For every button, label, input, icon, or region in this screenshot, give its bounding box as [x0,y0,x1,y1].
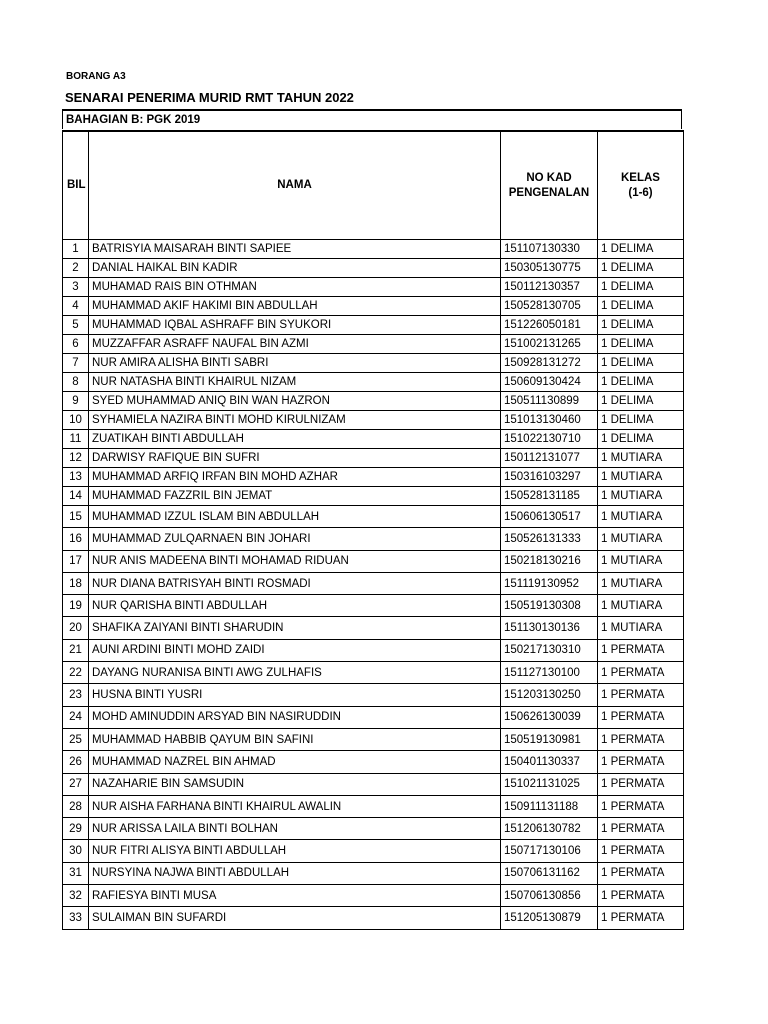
row-nama: MUHAMMAD IQBAL ASHRAFF BIN SYUKORI [89,316,501,335]
row-nama: MUHAMMAD ARFIQ IRFAN BIN MOHD AZHAR [89,468,501,487]
row-nama: MUHAMMAD IZZUL ISLAM BIN ABDULLAH [89,506,501,528]
row-kelas: 1 MUTIARA [598,550,684,572]
table-row [63,907,684,929]
row-ic-number: 150218130216 [501,550,598,572]
row-ic-number: 151022130710 [501,430,598,449]
row-bil: 17 [63,550,89,572]
row-bil: 31 [63,862,89,884]
row-ic-number: 151107130330 [501,240,598,259]
row-kelas: 1 MUTIARA [598,528,684,550]
header-bil: BIL [63,131,89,240]
row-bil: 9 [63,392,89,411]
table-row [63,773,684,795]
table-row [63,818,684,840]
row-nama: HUSNA BINTI YUSRI [89,684,501,706]
table-row [63,885,684,907]
table-row [63,572,684,594]
row-bil: 19 [63,595,89,617]
page-title: SENARAI PENERIMA MURID RMT TAHUN 2022 [65,90,354,105]
row-kelas: 1 PERMATA [598,706,684,728]
row-nama: SYHAMIELA NAZIRA BINTI MOHD KIRULNIZAM [89,411,501,430]
table-row [63,617,684,639]
row-nama: SHAFIKA ZAIYANI BINTI SHARUDIN [89,617,501,639]
row-kelas: 1 DELIMA [598,354,684,373]
row-kelas: 1 PERMATA [598,639,684,661]
row-ic-number: 150706131162 [501,862,598,884]
row-ic-number: 150606130517 [501,506,598,528]
row-kelas: 1 PERMATA [598,728,684,750]
row-kelas: 1 DELIMA [598,392,684,411]
table-row [63,528,684,550]
row-bil: 32 [63,885,89,907]
row-ic-number: 150305130775 [501,259,598,278]
row-bil: 23 [63,684,89,706]
row-bil: 13 [63,468,89,487]
row-kelas: 1 DELIMA [598,411,684,430]
row-bil: 26 [63,751,89,773]
row-kelas: 1 MUTIARA [598,595,684,617]
row-bil: 2 [63,259,89,278]
row-ic-number: 150112131077 [501,449,598,468]
row-bil: 15 [63,506,89,528]
row-ic-number: 150401130337 [501,751,598,773]
row-kelas: 1 PERMATA [598,885,684,907]
header-kelas-line2: (1-6) [628,186,653,199]
row-ic-number: 150519130981 [501,728,598,750]
row-nama: NUR AMIRA ALISHA BINTI SABRI [89,354,501,373]
table-row [63,487,684,506]
row-nama: BATRISYIA MAISARAH BINTI SAPIEE [89,240,501,259]
row-nama: NURSYINA NAJWA BINTI ABDULLAH [89,862,501,884]
row-kelas: 1 PERMATA [598,840,684,862]
table-row [63,468,684,487]
row-kelas: 1 MUTIARA [598,506,684,528]
row-bil: 4 [63,297,89,316]
row-bil: 25 [63,728,89,750]
row-kelas: 1 PERMATA [598,795,684,817]
row-ic-number: 151127130100 [501,662,598,684]
row-kelas: 1 MUTIARA [598,487,684,506]
table-header [63,131,684,240]
row-kelas: 1 PERMATA [598,773,684,795]
row-nama: MUHAMMAD HABBIB QAYUM BIN SAFINI [89,728,501,750]
table-row [63,728,684,750]
table-row [63,240,684,259]
row-ic-number: 150112130357 [501,278,598,297]
row-ic-number: 151119130952 [501,572,598,594]
row-ic-number: 150626130039 [501,706,598,728]
row-ic-number: 150706130856 [501,885,598,907]
row-ic-number: 151205130879 [501,907,598,929]
row-ic-number: 150519130308 [501,595,598,617]
row-nama: NUR AISHA FARHANA BINTI KHAIRUL AWALIN [89,795,501,817]
header-nama: NAMA [89,131,501,240]
row-ic-number: 150526131333 [501,528,598,550]
table-row [63,430,684,449]
header-ic-line1: NO KAD [526,171,572,184]
row-bil: 1 [63,240,89,259]
row-kelas: 1 MUTIARA [598,617,684,639]
row-kelas: 1 DELIMA [598,259,684,278]
row-ic-number: 150928131272 [501,354,598,373]
table-row [63,662,684,684]
table-row [63,639,684,661]
row-kelas: 1 DELIMA [598,278,684,297]
row-nama: RAFIESYA BINTI MUSA [89,885,501,907]
table-row [63,862,684,884]
row-ic-number: 150911131188 [501,795,598,817]
row-ic-number: 151013130460 [501,411,598,430]
row-bil: 28 [63,795,89,817]
row-kelas: 1 DELIMA [598,373,684,392]
header-kelas-line1: KELAS [621,171,660,184]
table-row [63,449,684,468]
row-bil: 29 [63,818,89,840]
row-bil: 6 [63,335,89,354]
table-row [63,278,684,297]
row-nama: NUR QARISHA BINTI ABDULLAH [89,595,501,617]
row-nama: MUHAMMAD AKIF HAKIMI BIN ABDULLAH [89,297,501,316]
header-kelas [598,131,684,240]
row-nama: NUR ARISSA LAILA BINTI BOLHAN [89,818,501,840]
row-kelas: 1 PERMATA [598,907,684,929]
row-ic-number: 150609130424 [501,373,598,392]
row-nama: ZUATIKAH BINTI ABDULLAH [89,430,501,449]
table-row [63,411,684,430]
row-ic-number: 150316103297 [501,468,598,487]
table-row [63,316,684,335]
row-bil: 24 [63,706,89,728]
row-bil: 18 [63,572,89,594]
row-kelas: 1 PERMATA [598,862,684,884]
row-ic-number: 151130130136 [501,617,598,639]
row-nama: MUHAMMAD FAZZRIL BIN JEMAT [89,487,501,506]
section-label: BAHAGIAN B: PGK 2019 [62,111,682,129]
table-row [63,373,684,392]
row-bil: 33 [63,907,89,929]
row-kelas: 1 DELIMA [598,316,684,335]
row-ic-number: 150511130899 [501,392,598,411]
row-bil: 3 [63,278,89,297]
row-nama: MUHAMAD RAIS BIN OTHMAN [89,278,501,297]
row-bil: 12 [63,449,89,468]
row-bil: 11 [63,430,89,449]
row-bil: 22 [63,662,89,684]
table-row [63,840,684,862]
row-kelas: 1 PERMATA [598,684,684,706]
row-kelas: 1 MUTIARA [598,468,684,487]
header-ic-line2: PENGENALAN [508,186,590,199]
header-ic [501,131,598,240]
row-kelas: 1 DELIMA [598,297,684,316]
row-ic-number: 150528131185 [501,487,598,506]
row-kelas: 1 DELIMA [598,430,684,449]
row-kelas: 1 DELIMA [598,335,684,354]
row-bil: 16 [63,528,89,550]
row-ic-number: 151206130782 [501,818,598,840]
row-nama: MUHAMMAD NAZREL BIN AHMAD [89,751,501,773]
row-nama: DARWISY RAFIQUE BIN SUFRI [89,449,501,468]
row-bil: 7 [63,354,89,373]
table-row [63,392,684,411]
table-row [63,297,684,316]
row-bil: 30 [63,840,89,862]
table-row [63,354,684,373]
row-nama: DAYANG NURANISA BINTI AWG ZULHAFIS [89,662,501,684]
row-nama: NAZAHARIE BIN SAMSUDIN [89,773,501,795]
row-bil: 21 [63,639,89,661]
row-nama: NUR FITRI ALISYA BINTI ABDULLAH [89,840,501,862]
row-nama: NUR DIANA BATRISYAH BINTI ROSMADI [89,572,501,594]
row-kelas: 1 PERMATA [598,818,684,840]
row-kelas: 1 MUTIARA [598,449,684,468]
row-nama: SULAIMAN BIN SUFARDI [89,907,501,929]
row-nama: SYED MUHAMMAD ANIQ BIN WAN HAZRON [89,392,501,411]
row-ic-number: 151226050181 [501,316,598,335]
table-row [63,259,684,278]
row-kelas: 1 DELIMA [598,240,684,259]
row-kelas: 1 PERMATA [598,662,684,684]
table-body [63,240,684,930]
row-ic-number: 151021131025 [501,773,598,795]
table-row [63,706,684,728]
row-bil: 14 [63,487,89,506]
row-nama: AUNI ARDINI BINTI MOHD ZAIDI [89,639,501,661]
table-row [63,684,684,706]
table-row [63,550,684,572]
row-ic-number: 150717130106 [501,840,598,862]
row-kelas: 1 MUTIARA [598,572,684,594]
table-row [63,335,684,354]
table-row [63,595,684,617]
row-nama: DANIAL HAIKAL BIN KADIR [89,259,501,278]
row-nama: MOHD AMINUDDIN ARSYAD BIN NASIRUDDIN [89,706,501,728]
row-nama: MUZZAFFAR ASRAFF NAUFAL BIN AZMI [89,335,501,354]
row-ic-number: 151203130250 [501,684,598,706]
form-code: BORANG A3 [66,71,126,82]
table-row [63,795,684,817]
row-bil: 20 [63,617,89,639]
row-bil: 10 [63,411,89,430]
row-nama: NUR NATASHA BINTI KHAIRUL NIZAM [89,373,501,392]
row-ic-number: 150217130310 [501,639,598,661]
row-bil: 27 [63,773,89,795]
row-nama: MUHAMMAD ZULQARNAEN BIN JOHARI [89,528,501,550]
recipient-table [62,130,684,930]
row-ic-number: 150528130705 [501,297,598,316]
row-bil: 8 [63,373,89,392]
row-nama: NUR ANIS MADEENA BINTI MOHAMAD RIDUAN [89,550,501,572]
table-row [63,751,684,773]
table-row [63,506,684,528]
row-bil: 5 [63,316,89,335]
row-kelas: 1 PERMATA [598,751,684,773]
row-ic-number: 151002131265 [501,335,598,354]
